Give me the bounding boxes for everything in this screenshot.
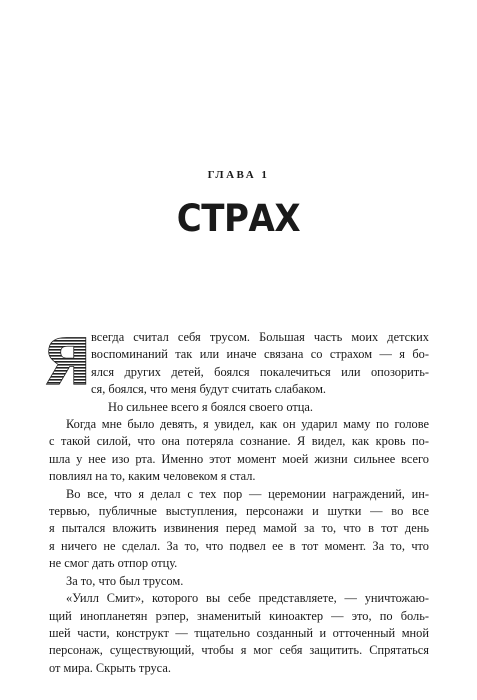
text-line: ся, боялся, что меня будут считать слабаком. [91, 382, 327, 397]
chapter-number: ГЛАВА 1 [207, 169, 270, 181]
text-line: тервью, публичные выступления, персонажи и шутки — во все [49, 504, 429, 519]
text-line: «Уилл Смит», которого вы себе представляете, — уничтожаю- [66, 591, 429, 606]
text-line: не смог дать отпор отцу. [49, 556, 178, 571]
text-line: щий инопланетян рэпер, знаменитый киноактер — это, по боль- [49, 608, 429, 623]
text-line: от мира. Скрыть труса. [49, 660, 171, 675]
text-line: Когда мне было девять, я увидел, как он ударил маму по голове [66, 417, 429, 432]
chapter-title: СТРАХ [176, 197, 301, 240]
text-line: всегда считал себя трусом. Большая часть моих детских [91, 330, 429, 344]
text-line: воспоминаний так или иначе связана со страхом — я бо- [91, 347, 429, 362]
text-line: ялся других детей, боялся покалечиться или опозорить- [91, 364, 429, 379]
body-text [49, 329, 429, 677]
text-line: с такой силой, что она потеряла сознание. Я видел, как кровь по- [49, 434, 429, 449]
text-line: За то, что был трусом. [66, 573, 184, 588]
text-line: я пытался вложить извинения перед мамой за то, что в тот день [49, 521, 429, 536]
text-line: я ничего не сделал. За то, что подвел ее в тот момент. За то, что [49, 538, 429, 553]
drop-cap-glyph: Я [42, 326, 92, 400]
text-line: шла у нее изо рта. Именно этот момент моей жизни сильнее всего [49, 451, 429, 466]
text-line: Во все, что я делал с тех пор — церемонии награждений, ин- [66, 486, 429, 501]
text-line: шей части, конструкт — тщательно созданный и отточенный мной [49, 625, 429, 640]
text-line: персонаж, существующий, чтобы я мог себя защитить. Спрятаться [49, 643, 429, 658]
text-line: Но сильнее всего я боялся своего отца. [108, 399, 314, 414]
text-line: повлиял на то, каким человеком я стал. [49, 469, 256, 484]
